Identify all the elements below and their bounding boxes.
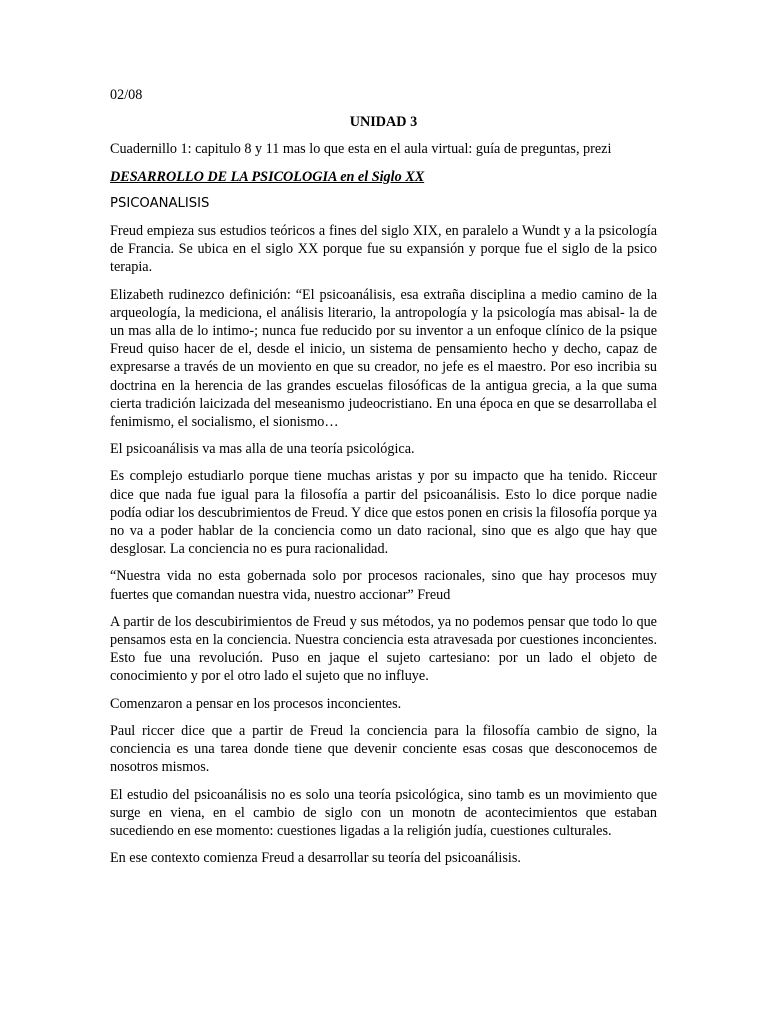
paragraph: Freud empieza sus estudios teóricos a fines del siglo XIX, en paralelo a Wundt y a la psicología de Francia. Se ubica en el siglo XX porque fue su expansión y porque fue el siglo de la psico terapia. bbox=[110, 223, 657, 276]
paragraph: Elizabeth rudinezco definición: “El psicoanálisis, esa extraña disciplina a medio camino de la arqueología, la mediciona, el análisis literario, la antropología y la psicología mas abisal- la de un mas alla de lo intimo-; nunca fue reducido por su inventor a un enfoque clínico de la psique Freud quiso hacer de el, desde el inicio, un sistema de pensamiento hecho y decho, capaz de expresarse a través de un moviento en que su creador, no jefe es el maestro. Por eso incribia su doctrina en la herencia de las grandes escuelas filosóficas de la antigua grecia, a la que suma cierta tradición laicizada del meseanismo judeocristiano. En una época en que se desarrollaba el fenimismo, el socialismo, el sionismo… bbox=[110, 286, 657, 431]
paragraph: Paul riccer dice que a partir de Freud la conciencia para la filosofía cambio de signo, la conciencia es una tarea donde tiene que devenir conciente esas cosas que desconocemos de nosotros mismos. bbox=[110, 722, 657, 776]
topic-heading: PSICOANALISIS bbox=[110, 195, 210, 211]
paragraph: En ese contexto comienza Freud a desarrollar su teoría del psicoanálisis. bbox=[110, 850, 521, 867]
intro-line: Cuadernillo 1: capitulo 8 y 11 mas lo que esta en el aula virtual: guía de preguntas, prezi bbox=[110, 141, 612, 158]
paragraph: El estudio del psicoanálisis no es solo una teoría psicológica, sino tamb es un movimiento que surge en viena, en el cambio de siglo con un monotn de acontecimientos que estaban sucediendo en ese momento: cuestiones ligadas a la religión judía, cuestiones culturales. bbox=[110, 786, 657, 839]
paragraph: Comenzaron a pensar en los procesos inconcientes. bbox=[110, 695, 402, 712]
paragraph: “Nuestra vida no esta gobernada solo por procesos racionales, sino que hay procesos muy fuertes que comandan nuestra vida, nuestro accionar” Freud bbox=[110, 568, 657, 603]
paragraph: A partir de los descubirimientos de Freud y sus métodos, ya no podemos pensar que todo lo que pensamos esta en la conciencia. Nuestra conciencia esta atravesada por cuestiones inconcientes. Esto fue una revolución. Puso en jaque el sujeto cartesiano: por un lado el objeto de conocimiento y por el otro lado el sujeto que no influye. bbox=[110, 613, 657, 685]
document-body bbox=[110, 86, 657, 876]
document-date: 02/08 bbox=[110, 87, 143, 103]
paragraph: Es complejo estudiarlo porque tiene muchas aristas y por su impacto que ha tenido. Ricceur dice que nada fue igual para la filosofía a partir del psicoanálisis. Esto lo dice porque nadie podía odiar los descubrimientos de Freud. Y dice que estos ponen en crisis la filosofía porque ya no va a poder hablar de la conciencia como un dato racional, sino que es algo que hay que desglosar. La conciencia no es pura racionalidad. bbox=[110, 468, 658, 558]
section-title: DESARROLLO DE LA PSICOLOGIA en el Siglo XX bbox=[110, 168, 425, 185]
unit-title: UNIDAD 3 bbox=[349, 114, 418, 131]
paragraph: El psicoanálisis va mas alla de una teoría psicológica. bbox=[110, 441, 415, 458]
